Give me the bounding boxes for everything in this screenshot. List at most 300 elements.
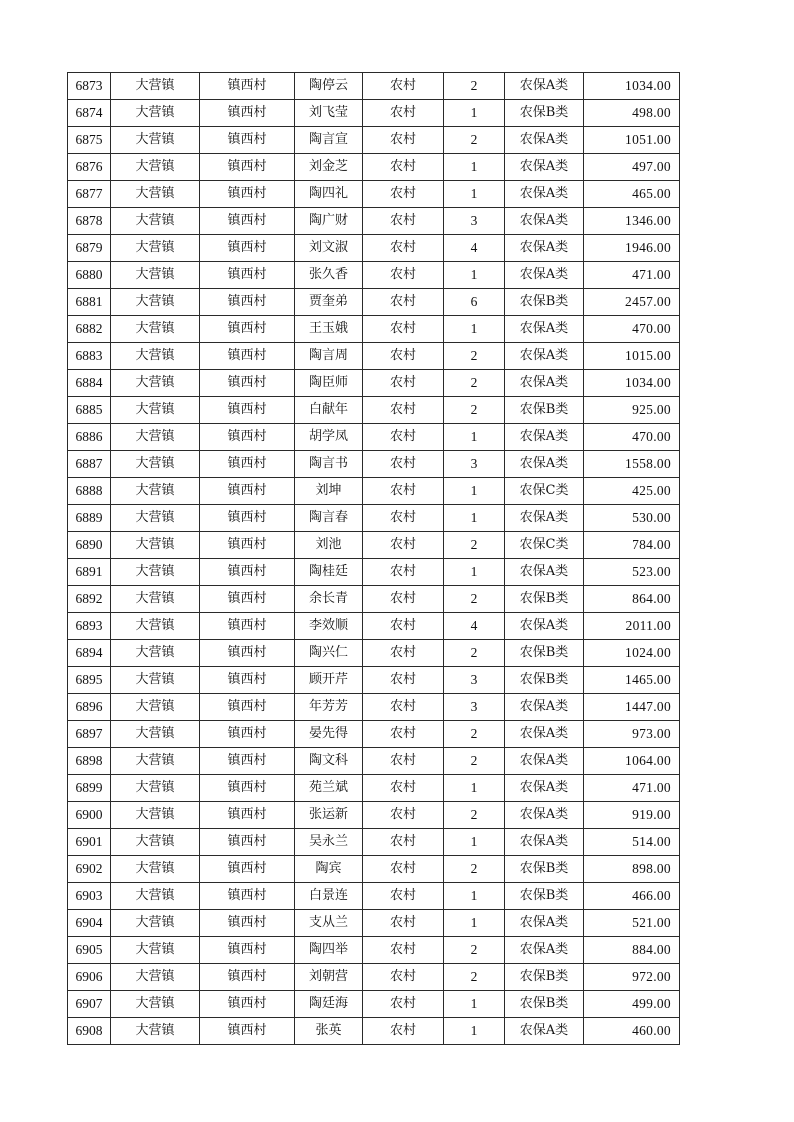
cell-count: 2 [444,721,505,748]
cell-town: 大营镇 [111,478,200,505]
cell-count: 2 [444,856,505,883]
cell-amount: 1064.00 [584,748,680,775]
cell-town: 大营镇 [111,883,200,910]
cell-village: 镇西村 [200,343,295,370]
cell-count: 1 [444,100,505,127]
cell-type: 农村 [363,694,444,721]
cell-amount: 460.00 [584,1018,680,1045]
cell-count: 3 [444,208,505,235]
cell-type: 农村 [363,478,444,505]
cell-town: 大营镇 [111,559,200,586]
table-row [68,721,680,748]
cell-town: 大营镇 [111,721,200,748]
table-row [68,883,680,910]
cell-village: 镇西村 [200,721,295,748]
cell-count: 1 [444,829,505,856]
cell-town: 大营镇 [111,910,200,937]
cell-category: 农保A类 [505,910,584,937]
cell-record-id: 6892 [68,586,111,613]
cell-village: 镇西村 [200,73,295,100]
cell-name: 张运新 [295,802,363,829]
cell-count: 3 [444,451,505,478]
cell-amount: 972.00 [584,964,680,991]
cell-town: 大营镇 [111,235,200,262]
cell-record-id: 6893 [68,613,111,640]
cell-count: 1 [444,775,505,802]
cell-name: 刘坤 [295,478,363,505]
table-row [68,748,680,775]
cell-category: 农保B类 [505,100,584,127]
cell-name: 陶言春 [295,505,363,532]
cell-count: 2 [444,127,505,154]
cell-amount: 471.00 [584,775,680,802]
cell-town: 大营镇 [111,343,200,370]
cell-town: 大营镇 [111,802,200,829]
cell-town: 大营镇 [111,316,200,343]
cell-category: 农保B类 [505,856,584,883]
cell-category: 农保A类 [505,505,584,532]
cell-amount: 465.00 [584,181,680,208]
cell-town: 大营镇 [111,181,200,208]
table-row [68,451,680,478]
cell-name: 贾奎弟 [295,289,363,316]
records-body [68,73,680,1045]
cell-amount: 2457.00 [584,289,680,316]
cell-category: 农保A类 [505,613,584,640]
table-row [68,559,680,586]
table-row [68,235,680,262]
cell-type: 农村 [363,559,444,586]
cell-type: 农村 [363,235,444,262]
table-row [68,262,680,289]
cell-village: 镇西村 [200,883,295,910]
cell-town: 大营镇 [111,964,200,991]
cell-type: 农村 [363,289,444,316]
cell-category: 农保A类 [505,262,584,289]
cell-record-id: 6878 [68,208,111,235]
cell-name: 张久香 [295,262,363,289]
table-row [68,208,680,235]
cell-record-id: 6885 [68,397,111,424]
cell-category: 农保A类 [505,721,584,748]
cell-type: 农村 [363,370,444,397]
cell-count: 1 [444,991,505,1018]
cell-name: 陶廷海 [295,991,363,1018]
table-row [68,343,680,370]
cell-type: 农村 [363,667,444,694]
cell-amount: 1024.00 [584,640,680,667]
cell-town: 大营镇 [111,397,200,424]
cell-amount: 925.00 [584,397,680,424]
cell-name: 陶文科 [295,748,363,775]
table-row [68,73,680,100]
cell-name: 白景连 [295,883,363,910]
cell-type: 农村 [363,181,444,208]
table-row [68,856,680,883]
cell-name: 刘文淑 [295,235,363,262]
table-row [68,424,680,451]
cell-count: 2 [444,73,505,100]
cell-amount: 1558.00 [584,451,680,478]
cell-type: 农村 [363,100,444,127]
cell-village: 镇西村 [200,559,295,586]
cell-type: 农村 [363,262,444,289]
cell-count: 2 [444,586,505,613]
cell-village: 镇西村 [200,748,295,775]
cell-village: 镇西村 [200,613,295,640]
cell-count: 2 [444,343,505,370]
cell-category: 农保A类 [505,748,584,775]
cell-town: 大营镇 [111,829,200,856]
cell-town: 大营镇 [111,613,200,640]
cell-count: 3 [444,667,505,694]
table-row [68,991,680,1018]
cell-category: 农保A类 [505,694,584,721]
cell-name: 刘池 [295,532,363,559]
cell-record-id: 6890 [68,532,111,559]
cell-type: 农村 [363,748,444,775]
cell-count: 1 [444,154,505,181]
cell-village: 镇西村 [200,154,295,181]
cell-village: 镇西村 [200,991,295,1018]
cell-name: 陶兴仁 [295,640,363,667]
cell-village: 镇西村 [200,181,295,208]
cell-record-id: 6881 [68,289,111,316]
cell-town: 大营镇 [111,640,200,667]
cell-type: 农村 [363,964,444,991]
cell-category: 农保B类 [505,640,584,667]
cell-town: 大营镇 [111,424,200,451]
cell-village: 镇西村 [200,451,295,478]
table-row [68,937,680,964]
records-table [67,72,680,1045]
cell-village: 镇西村 [200,505,295,532]
cell-category: 农保A类 [505,370,584,397]
cell-category: 农保A类 [505,424,584,451]
cell-village: 镇西村 [200,100,295,127]
cell-amount: 470.00 [584,424,680,451]
cell-count: 1 [444,505,505,532]
cell-name: 陶言书 [295,451,363,478]
cell-name: 晏先得 [295,721,363,748]
table-row [68,829,680,856]
table-row [68,370,680,397]
cell-village: 镇西村 [200,397,295,424]
cell-amount: 1051.00 [584,127,680,154]
cell-count: 1 [444,910,505,937]
cell-record-id: 6903 [68,883,111,910]
cell-type: 农村 [363,505,444,532]
cell-amount: 498.00 [584,100,680,127]
cell-record-id: 6875 [68,127,111,154]
cell-amount: 470.00 [584,316,680,343]
table-row [68,694,680,721]
cell-record-id: 6887 [68,451,111,478]
cell-type: 农村 [363,937,444,964]
cell-village: 镇西村 [200,208,295,235]
cell-type: 农村 [363,829,444,856]
table-row [68,289,680,316]
cell-count: 2 [444,532,505,559]
table-row [68,910,680,937]
cell-type: 农村 [363,397,444,424]
cell-name: 顾开芹 [295,667,363,694]
cell-name: 陶停云 [295,73,363,100]
cell-count: 2 [444,937,505,964]
cell-record-id: 6891 [68,559,111,586]
cell-amount: 497.00 [584,154,680,181]
cell-record-id: 6888 [68,478,111,505]
cell-category: 农保C类 [505,478,584,505]
cell-category: 农保A类 [505,829,584,856]
cell-count: 2 [444,748,505,775]
cell-name: 陶四举 [295,937,363,964]
cell-type: 农村 [363,802,444,829]
cell-category: 农保B类 [505,397,584,424]
cell-name: 陶臣师 [295,370,363,397]
cell-name: 刘飞莹 [295,100,363,127]
cell-amount: 1946.00 [584,235,680,262]
cell-name: 苑兰斌 [295,775,363,802]
cell-record-id: 6879 [68,235,111,262]
cell-record-id: 6907 [68,991,111,1018]
cell-amount: 1465.00 [584,667,680,694]
cell-village: 镇西村 [200,127,295,154]
cell-town: 大营镇 [111,532,200,559]
cell-village: 镇西村 [200,667,295,694]
cell-category: 农保A类 [505,181,584,208]
cell-name: 白献年 [295,397,363,424]
table-row [68,613,680,640]
cell-record-id: 6895 [68,667,111,694]
table-row [68,505,680,532]
cell-amount: 884.00 [584,937,680,964]
cell-village: 镇西村 [200,856,295,883]
cell-record-id: 6908 [68,1018,111,1045]
cell-count: 6 [444,289,505,316]
cell-category: 农保B类 [505,667,584,694]
table-row [68,586,680,613]
cell-category: 农保A类 [505,451,584,478]
cell-count: 2 [444,370,505,397]
cell-town: 大营镇 [111,667,200,694]
cell-count: 1 [444,478,505,505]
cell-name: 刘金芝 [295,154,363,181]
cell-category: 农保A类 [505,154,584,181]
table-row [68,667,680,694]
cell-name: 支从兰 [295,910,363,937]
cell-count: 1 [444,424,505,451]
cell-amount: 1346.00 [584,208,680,235]
cell-name: 余长青 [295,586,363,613]
cell-count: 2 [444,397,505,424]
cell-town: 大营镇 [111,289,200,316]
cell-count: 1 [444,181,505,208]
cell-village: 镇西村 [200,829,295,856]
cell-count: 1 [444,316,505,343]
cell-record-id: 6899 [68,775,111,802]
cell-village: 镇西村 [200,910,295,937]
table-row [68,478,680,505]
cell-category: 农保A类 [505,937,584,964]
cell-category: 农保A类 [505,127,584,154]
cell-type: 农村 [363,640,444,667]
cell-amount: 521.00 [584,910,680,937]
cell-town: 大营镇 [111,262,200,289]
cell-type: 农村 [363,208,444,235]
cell-record-id: 6880 [68,262,111,289]
cell-count: 4 [444,613,505,640]
cell-record-id: 6884 [68,370,111,397]
cell-type: 农村 [363,1018,444,1045]
cell-record-id: 6898 [68,748,111,775]
table-row [68,802,680,829]
table-row [68,100,680,127]
cell-type: 农村 [363,775,444,802]
cell-name: 陶广财 [295,208,363,235]
cell-name: 刘朝营 [295,964,363,991]
cell-town: 大营镇 [111,370,200,397]
cell-village: 镇西村 [200,694,295,721]
cell-amount: 471.00 [584,262,680,289]
cell-village: 镇西村 [200,532,295,559]
cell-village: 镇西村 [200,316,295,343]
cell-town: 大营镇 [111,748,200,775]
cell-town: 大营镇 [111,694,200,721]
table-row [68,181,680,208]
cell-amount: 530.00 [584,505,680,532]
cell-village: 镇西村 [200,775,295,802]
cell-town: 大营镇 [111,451,200,478]
cell-category: 农保B类 [505,289,584,316]
cell-village: 镇西村 [200,1018,295,1045]
cell-category: 农保A类 [505,343,584,370]
cell-count: 2 [444,964,505,991]
cell-record-id: 6882 [68,316,111,343]
cell-village: 镇西村 [200,937,295,964]
table-row [68,154,680,181]
cell-record-id: 6904 [68,910,111,937]
cell-category: 农保A类 [505,73,584,100]
cell-town: 大营镇 [111,586,200,613]
cell-name: 王玉娥 [295,316,363,343]
cell-record-id: 6876 [68,154,111,181]
cell-record-id: 6896 [68,694,111,721]
cell-record-id: 6874 [68,100,111,127]
cell-amount: 784.00 [584,532,680,559]
cell-village: 镇西村 [200,964,295,991]
cell-category: 农保A类 [505,208,584,235]
cell-record-id: 6894 [68,640,111,667]
cell-name: 陶桂廷 [295,559,363,586]
cell-record-id: 6906 [68,964,111,991]
cell-type: 农村 [363,127,444,154]
cell-type: 农村 [363,856,444,883]
cell-record-id: 6883 [68,343,111,370]
cell-village: 镇西村 [200,262,295,289]
cell-record-id: 6886 [68,424,111,451]
cell-amount: 466.00 [584,883,680,910]
cell-type: 农村 [363,73,444,100]
cell-village: 镇西村 [200,802,295,829]
cell-record-id: 6902 [68,856,111,883]
cell-count: 1 [444,883,505,910]
table-row [68,127,680,154]
cell-category: 农保A类 [505,775,584,802]
cell-amount: 1015.00 [584,343,680,370]
cell-type: 农村 [363,343,444,370]
cell-town: 大营镇 [111,1018,200,1045]
table-row [68,775,680,802]
cell-type: 农村 [363,991,444,1018]
cell-record-id: 6897 [68,721,111,748]
table-row [68,640,680,667]
cell-count: 4 [444,235,505,262]
cell-category: 农保A类 [505,1018,584,1045]
cell-name: 陶言宣 [295,127,363,154]
cell-town: 大营镇 [111,208,200,235]
cell-type: 农村 [363,532,444,559]
cell-amount: 2011.00 [584,613,680,640]
cell-count: 2 [444,640,505,667]
cell-count: 2 [444,802,505,829]
cell-type: 农村 [363,721,444,748]
cell-amount: 864.00 [584,586,680,613]
cell-record-id: 6889 [68,505,111,532]
cell-name: 胡学凤 [295,424,363,451]
cell-village: 镇西村 [200,586,295,613]
cell-category: 农保B类 [505,586,584,613]
cell-count: 1 [444,559,505,586]
cell-name: 陶四礼 [295,181,363,208]
cell-village: 镇西村 [200,235,295,262]
cell-category: 农保A类 [505,235,584,262]
cell-type: 农村 [363,154,444,181]
cell-name: 吴永兰 [295,829,363,856]
cell-category: 农保A类 [505,559,584,586]
cell-town: 大营镇 [111,937,200,964]
cell-count: 1 [444,1018,505,1045]
cell-town: 大营镇 [111,991,200,1018]
cell-amount: 425.00 [584,478,680,505]
cell-count: 3 [444,694,505,721]
cell-name: 张英 [295,1018,363,1045]
cell-category: 农保B类 [505,991,584,1018]
table-row [68,397,680,424]
cell-category: 农保A类 [505,802,584,829]
cell-type: 农村 [363,424,444,451]
table-row [68,1018,680,1045]
cell-town: 大营镇 [111,775,200,802]
cell-amount: 523.00 [584,559,680,586]
cell-name: 陶言周 [295,343,363,370]
cell-category: 农保C类 [505,532,584,559]
table-row [68,316,680,343]
cell-type: 农村 [363,613,444,640]
cell-amount: 973.00 [584,721,680,748]
cell-category: 农保A类 [505,316,584,343]
cell-record-id: 6877 [68,181,111,208]
cell-village: 镇西村 [200,370,295,397]
cell-amount: 514.00 [584,829,680,856]
cell-town: 大营镇 [111,73,200,100]
cell-amount: 1034.00 [584,370,680,397]
cell-village: 镇西村 [200,640,295,667]
cell-record-id: 6873 [68,73,111,100]
cell-amount: 1447.00 [584,694,680,721]
cell-category: 农保B类 [505,883,584,910]
cell-amount: 919.00 [584,802,680,829]
